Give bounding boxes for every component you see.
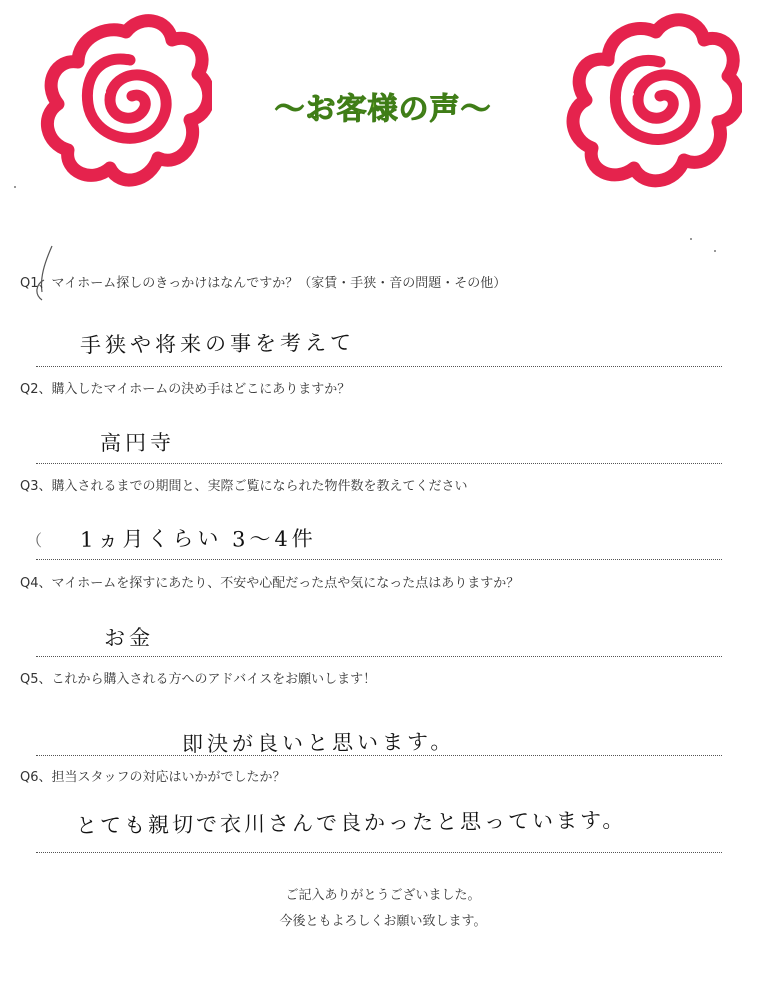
footer-regards: 今後ともよろしくお願い致します。 [279,914,487,929]
answer-6: とても親切で衣川さんで良かったと思っています。 [75,808,627,838]
answer-line-1 [36,366,722,367]
question-5: Q5、これから購入される方へのアドバイスをお願いします！ [20,672,377,687]
question-4: Q4、マイホームを探すにあたり、不安や心配だった点や気になった点はありますか？ [20,576,520,591]
speck [714,250,716,252]
answer-2: 高円寺 [99,430,176,456]
answer-3b: 3〜4件 [231,526,317,552]
answer-line-6 [36,852,722,853]
answer-line-3 [36,559,722,560]
question-1: Q1、マイホーム探しのきっかけはなんですか？（家賃・手狭・音の問題・その他） [20,276,507,291]
footer-thanks: ご記入ありがとうございました。 [285,888,481,903]
question-6: Q6、担当スタッフの対応はいかがでしたか？ [20,770,286,785]
answer-1: 手狭や将来の事を考えて [79,330,356,358]
answer-5: 即決が良いと思います。 [181,729,456,757]
answer-4: お金 [103,625,155,651]
answer-3: 1ヵ月くらい [79,526,223,552]
answer-line-4 [36,656,722,657]
speck [14,186,16,188]
question-2: Q2、購入したマイホームの決め手はどこにありますか？ [20,382,351,397]
question-3: Q3、購入されるまでの期間と、実際ご覧になられた物件数を教えてください [20,479,468,494]
answer-3-prefix: （ [25,530,47,551]
answer-line-5 [36,755,722,756]
page-title: 〜お客様の声〜 [274,92,492,127]
speck [690,238,692,240]
answer-line-2 [36,463,722,464]
